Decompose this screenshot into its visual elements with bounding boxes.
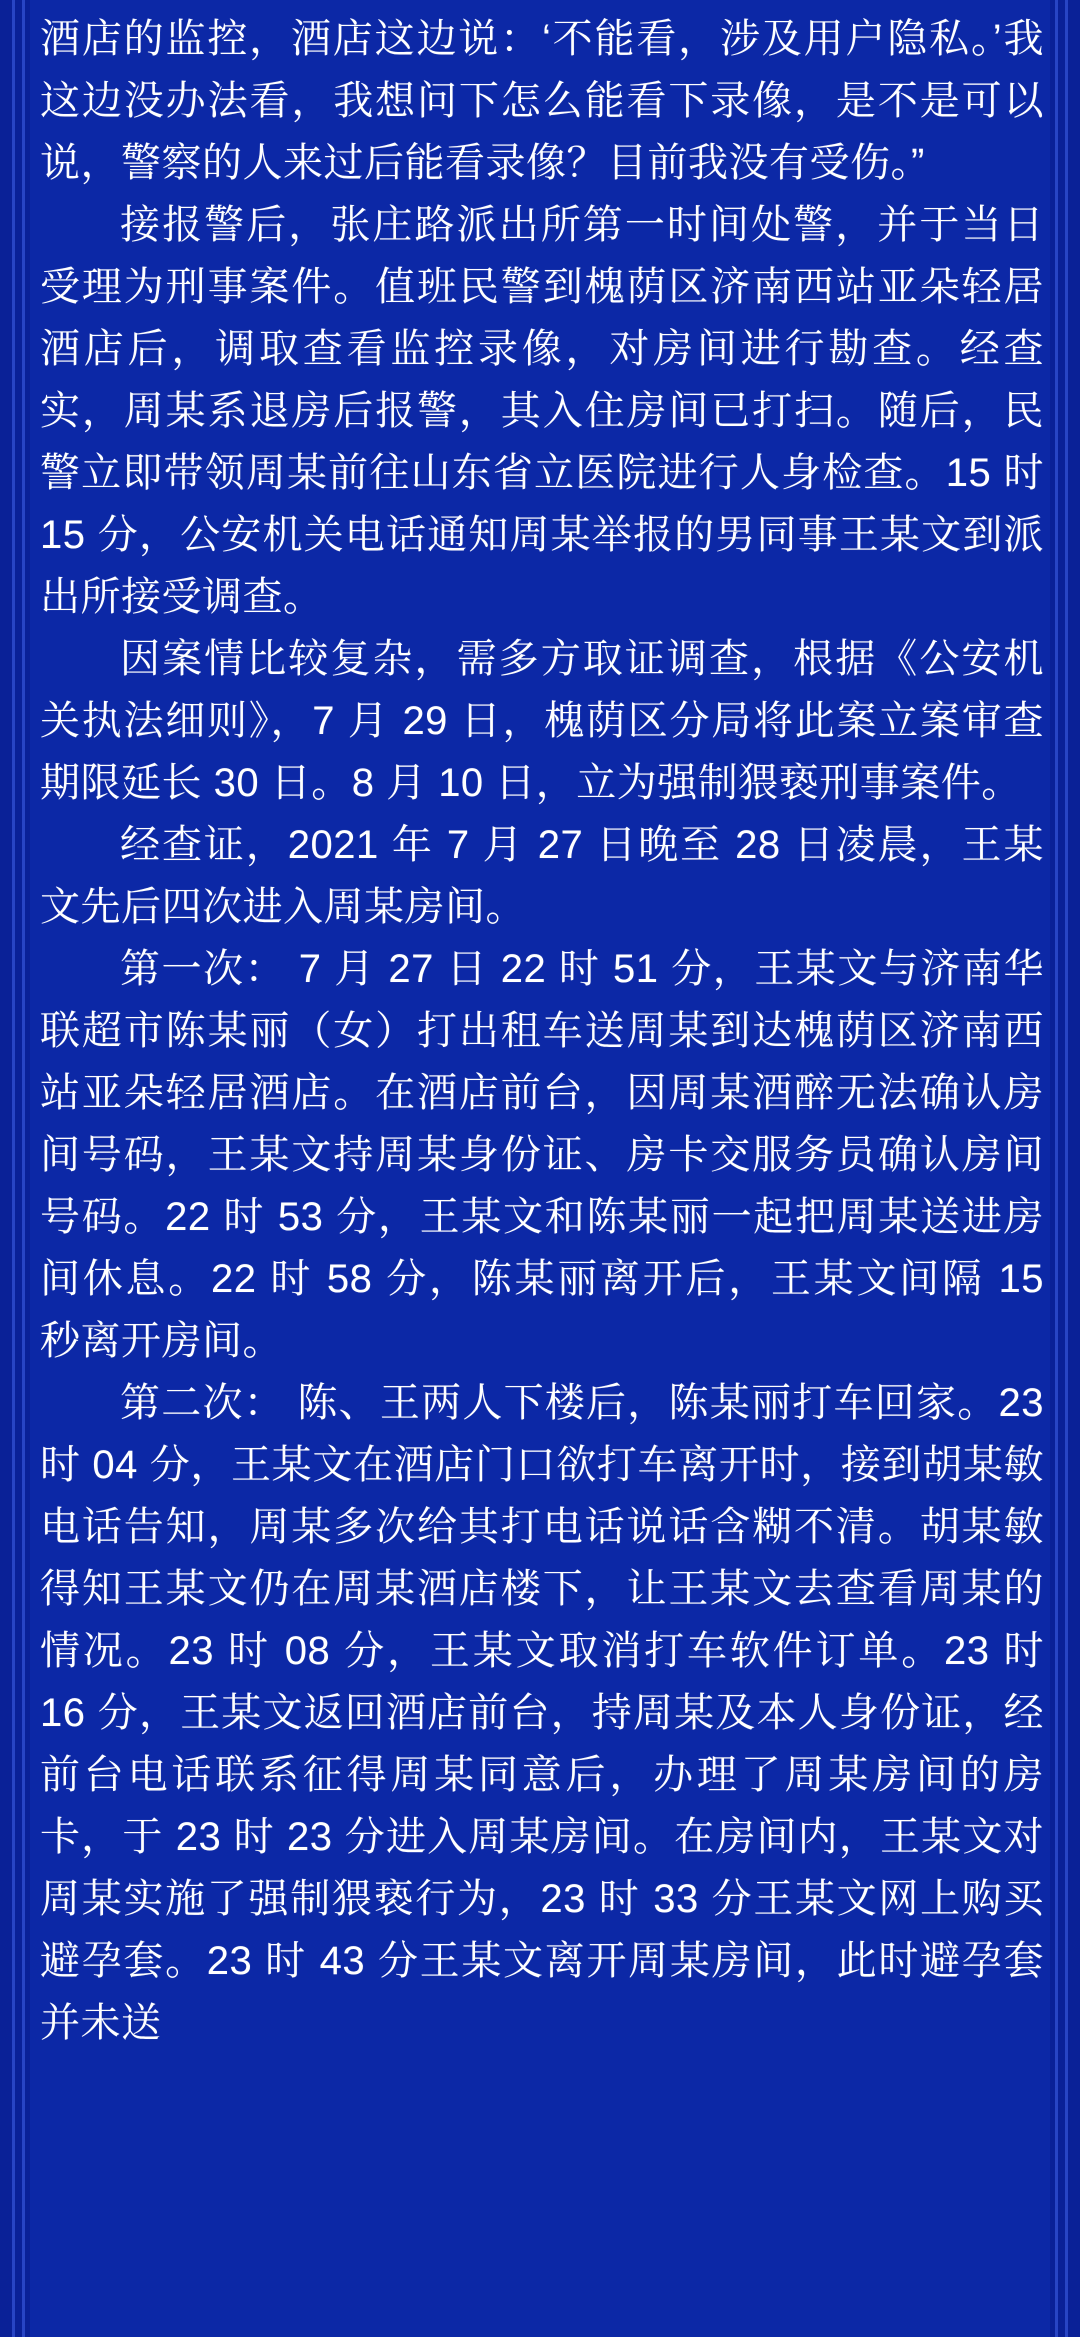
document-body	[40, 0, 1044, 2337]
paragraph-police-response: 接报警后，张庄路派出所第一时间处警，并于当日受理为刑事案件。值班民警到槐荫区济南西站亚朵轻居酒店后，调取查看监控录像，对房间进行勘查。经查实，周某系退房后报警，其入住房间已打扫。随后，民警立即带领周某前往山东省立医院进行人身检查。15 时 15 分，公安机关电话通知周某举报的男同事王某文到派出所接受调查。	[40, 203, 1044, 619]
left-border-line-inner	[22, 0, 25, 2337]
right-border-line-outer	[1065, 0, 1068, 2337]
right-border-line-inner	[1055, 0, 1058, 2337]
left-border-line-outer	[12, 0, 15, 2337]
paragraph-investigation-summary: 经查证，2021 年 7 月 27 日晚至 28 日凌晨，王某文先后四次进入周某房间。	[40, 823, 1044, 929]
paragraph-second-entry: 第二次： 陈、王两人下楼后，陈某丽打车回家。23 时 04 分，王某文在酒店门口欲打车离开时，接到胡某敏电话告知，周某多次给其打电话说话含糊不清。胡某敏得知王某文仍在周某酒店楼下，让王某文去查看周某的情况。23 时 08 分，王某文取消打车软件订单。23 时 16 分，王某文返回酒店前台，持周某及本人身份证，经前台电话联系征得周某同意后，办理了周某房间的房卡，于 23 时 23 分进入周某房间。在房间内，王某文对周某实施了强制猥亵行为，23 时 33 分王某文网上购买避孕套。23 时 43 分王某文离开周某房间，此时避孕套并未送	[40, 1381, 1044, 2045]
paragraph-case-extension: 因案情比较复杂，需多方取证调查，根据《公安机关执法细则》，7 月 29 日，槐荫区分局将此案立案审查期限延长 30 日。8 月 10 日，立为强制猥亵刑事案件。	[40, 637, 1044, 805]
paragraph-continued: 酒店的监控，酒店这边说：‘不能看，涉及用户隐私。’我这边没办法看，我想问下怎么能看下录像，是不是可以说，警察的人来过后能看录像？目前我没有受伤。”	[40, 17, 1044, 185]
left-border-band	[0, 0, 30, 2337]
paragraph-first-entry: 第一次： 7 月 27 日 22 时 51 分，王某文与济南华联超市陈某丽（女）打出租车送周某到达槐荫区济南西站亚朵轻居酒店。在酒店前台，因周某酒醉无法确认房间号码，王某文持周某身份证、房卡交服务员确认房间号码。22 时 53 分，王某文和陈某丽一起把周某送进房间休息。22 时 58 分，陈某丽离开后，王某文间隔 15 秒离开房间。	[40, 947, 1044, 1363]
